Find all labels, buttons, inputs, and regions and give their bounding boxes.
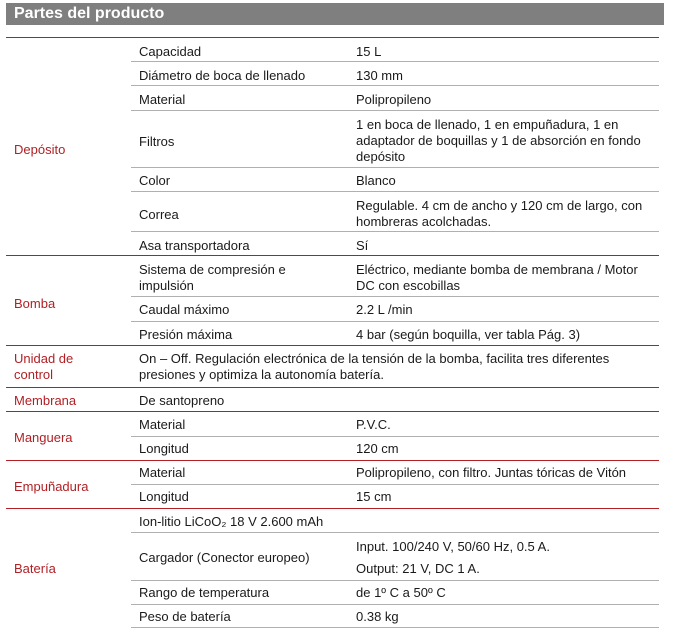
section-divider [6,345,659,346]
spec-label: Diámetro de boca de llenado [139,68,306,83]
spec-label: Filtros [139,134,175,149]
spec-label: Color [139,173,171,188]
spec-label: Asa transportadora [139,238,250,253]
spec-value: 130 mm [356,68,403,83]
spec-label: Sistema de compresión e impulsión [139,262,286,293]
spec-label: Capacidad [139,44,202,59]
row-divider [131,191,659,192]
spec-value: Polipropileno [356,92,432,107]
battery-spec: Ion-litio LiCoO₂ 18 V 2.600 mAh [139,514,324,529]
spec-label: Rango de temperatura [139,585,270,600]
spec-label: Correa [139,207,179,222]
spec-label: Cargador (Conector europeo) [139,550,310,565]
category-empunadura: Empuñadura [14,479,89,494]
spec-value: Sí [356,238,369,253]
spec-label: Material [139,92,186,107]
spec-label: Caudal máximo [139,302,230,317]
spec-value: Blanco [356,173,396,188]
spec-value: 4 bar (según boquilla, ver tabla Pág. 3) [356,327,581,342]
row-divider [131,85,659,86]
row-divider [131,532,659,533]
category-deposito: Depósito [14,142,66,157]
spec-value: 1 en boca de llenado, 1 en empuñadura, 1 en adaptador de boquillas y 1 de absorción en fondo depósito [356,117,641,164]
row-divider [131,110,659,111]
row-divider [131,484,659,485]
spec-value: De santopreno [139,393,225,408]
category-bomba: Bomba [14,296,56,311]
spec-label: Longitud [139,441,189,456]
spec-value: 0.38 kg [356,609,399,624]
charger-input: Input. 100/240 V, 50/60 Hz, 0.5 A. [356,539,550,554]
spec-label: Material [139,417,186,432]
spec-label: Material [139,465,186,480]
spec-label: Presión máxima [139,327,233,342]
category-unidad-control: Unidad de control [14,351,74,382]
section-divider [6,411,659,412]
section-header: Partes del producto [6,3,664,25]
row-divider [131,604,659,605]
row-divider [131,321,659,322]
category-bateria: Batería [14,561,56,576]
row-divider [131,436,659,437]
spec-value: P.V.C. [356,417,391,432]
category-manguera: Manguera [14,430,73,445]
spec-label: Longitud [139,489,189,504]
spec-value: On – Off. Regulación electrónica de la tensión de la bomba, facilita tres diferentes presiones y optimiza la autonomía batería. [139,351,610,382]
spec-value: Regulable. 4 cm de ancho y 120 cm de largo, con hombreras acolchadas. [356,198,643,229]
spec-value: Polipropileno, con filtro. Juntas tóricas de Vitón [356,465,627,480]
spec-value: Eléctrico, mediante bomba de membrana / Motor DC con escobillas [356,262,638,293]
section-divider [6,255,659,256]
row-divider [131,61,659,62]
category-membrana: Membrana [14,393,77,408]
spec-value: 15 L [356,44,382,59]
section-divider [6,387,659,388]
spec-label: Peso de batería [139,609,231,624]
row-divider [131,580,659,581]
section-divider [6,508,659,509]
spec-value: de 1º C a 50º C [356,585,446,600]
row-divider [131,167,659,168]
row-divider [131,231,659,232]
section-divider [6,37,659,38]
charger-output: Output: 21 V, DC 1 A. [356,561,480,576]
row-divider [131,296,659,297]
spec-value: 120 cm [356,441,399,456]
spec-value: 2.2 L /min [356,302,413,317]
spec-value: 15 cm [356,489,392,504]
section-divider [6,460,659,461]
